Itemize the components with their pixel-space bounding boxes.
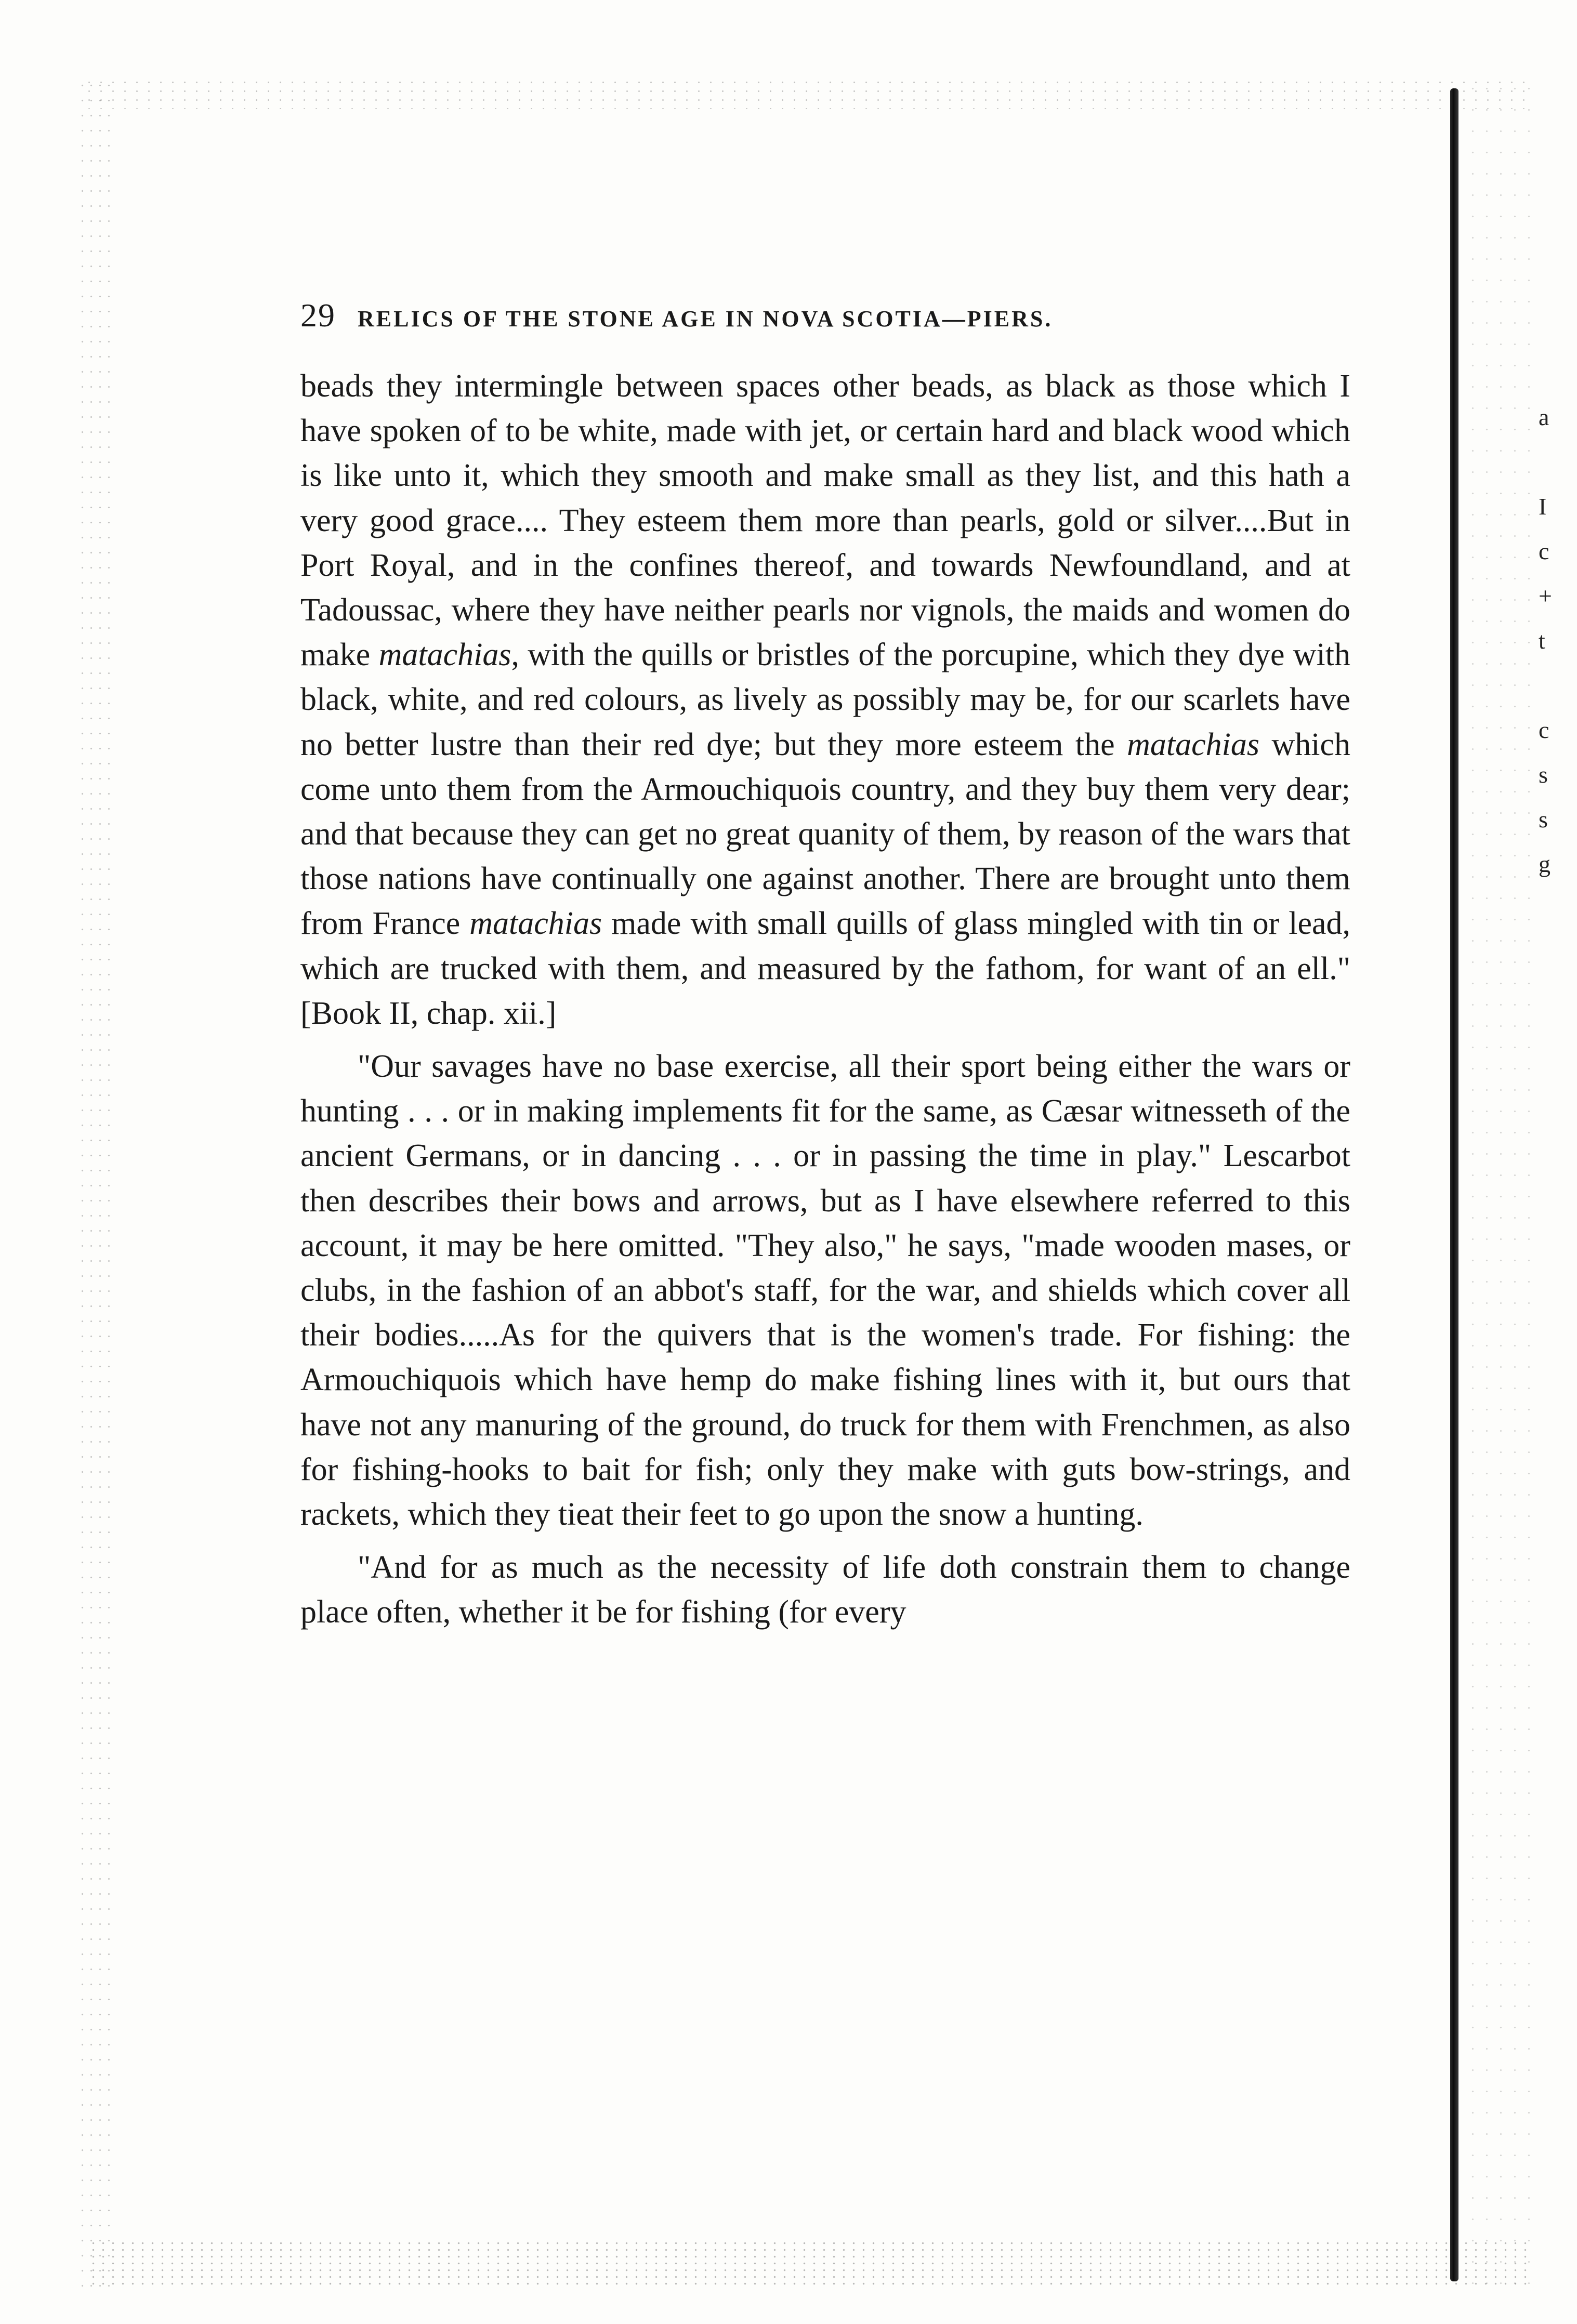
scan-noise-bottom — [88, 2240, 1528, 2287]
paragraph-2: "Our savages have no base exercise, all their sport being either the wars or hunting . . . or in making implements fit for the same, as Cæsar witnesseth of the ancient Germans, or in dancing . . . or in passing the time in play." Lescarbot then describes their bows and arrows, but as I have elsewhere referred to this account, it may be here omitted. "They also," he says, "made wooden mases, or clubs, in the fashion of an abbot's staff, for the war, and shields which cover all their bodies.....As for the quivers that is the women's trade. For fishing: the Armouchiquois which have hemp do make fishing lines with it, but ours that have not any manuring of the ground, do truck for them with Frenchmen, as also for fishing-hooks to bait for fish; only they make with guts bow-strings, and rackets, which they tieat their feet to go upon the snow a hunting. — [300, 1049, 1350, 1533]
facing-page-fragment: a I c + t c s s g — [1539, 404, 1552, 877]
scan-noise-left — [78, 78, 114, 2287]
text-run: which come unto them from the Armouchiquois country, and they buy them very dear; and that because they can get no great quanity of them, by reason of the wars that those nations have continually one against another. There are brought unto them from France — [300, 727, 1350, 942]
paragraph-3: "And for as much as the necessity of life doth constrain them to change place often, whether it be for fishing (for every — [300, 1550, 1350, 1630]
page-gutter-shadow — [1450, 88, 1458, 2281]
text-run: beads they intermingle between spaces other beads, as black as those which I have spoken of to be white, made with jet, or certain hard and black wood which is like unto it, which they smooth and make small as they list, and this hath a very good grace.... They esteem them more than pearls, gold or silver....But in Port Royal, and in the confines thereof, and towards Newfoundland, and at Tadoussac, where they have neither pearls nor vignols, the maids and women do make — [300, 368, 1350, 673]
page-number: 29 — [300, 297, 336, 334]
italic-term: matachias — [378, 637, 511, 673]
running-title: RELICS OF THE STONE AGE IN NOVA SCOTIA—PIERS. — [358, 306, 1053, 332]
body-text — [300, 364, 1350, 1635]
italic-term: matachias — [469, 906, 602, 942]
paragraph-1 — [300, 364, 1350, 1036]
scan-noise-right — [1466, 78, 1539, 2287]
text-run: , with the quills or bristles of the porcupine, which they dye with black, white, and red colours, as lively as possibly may be, for our scarlets have no better lustre than their red dye; but they more esteem the — [300, 637, 1350, 762]
page-header — [300, 296, 1330, 338]
italic-term: matachias — [1127, 727, 1259, 762]
text-run: made with small quills of glass mingled with tin or lead, which are trucked with them, and measured by the fathom, for want of an ell." [Book II, chap. xii.] — [300, 906, 1351, 1031]
scan-noise-top — [83, 78, 1528, 109]
